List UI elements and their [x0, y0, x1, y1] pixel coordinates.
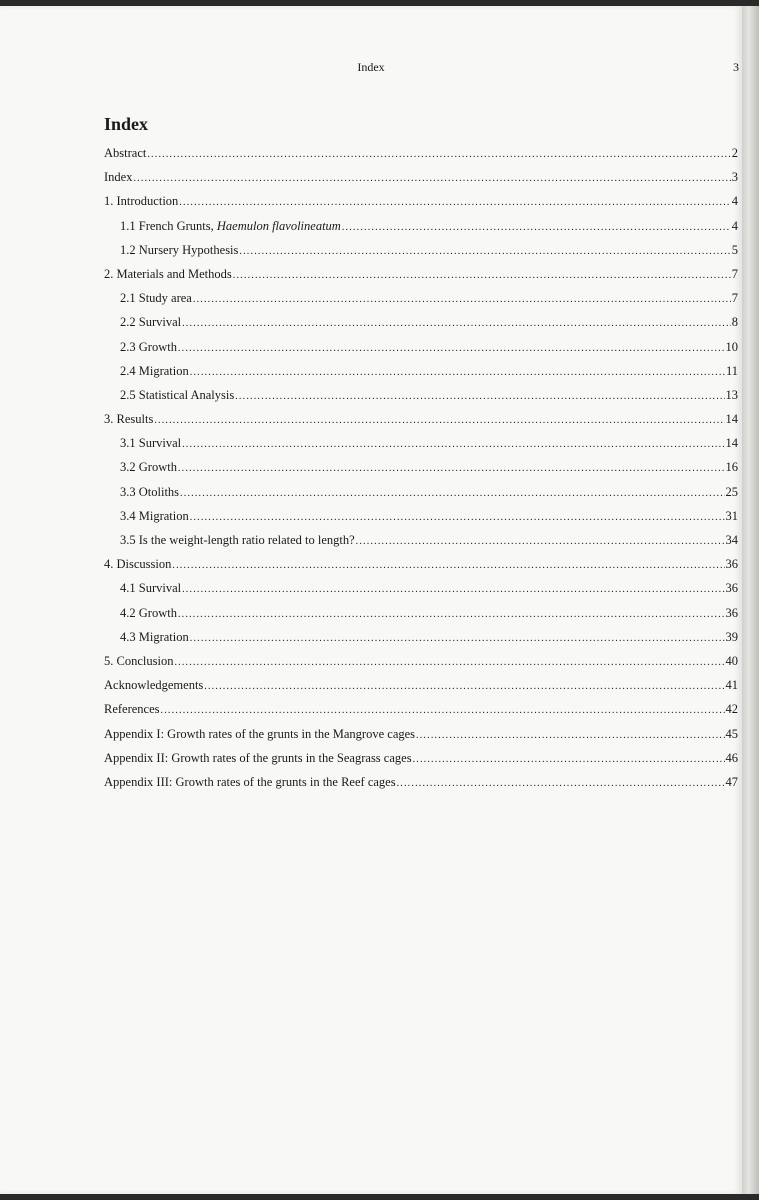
- toc-entry-label: [120, 531, 355, 549]
- toc-entry-page: 40: [725, 653, 738, 668]
- toc-dot-leader: [154, 412, 724, 430]
- toc-entry-label-text: 1.1 French Grunts,: [120, 218, 217, 233]
- toc-entry[interactable]: [104, 458, 738, 482]
- toc-dot-leader: [190, 509, 725, 527]
- toc-entry-page: 47: [725, 774, 738, 789]
- toc-entry-label-text: 2.1 Study area: [120, 291, 192, 306]
- document-page: [0, 6, 742, 1194]
- toc-entry-label: [120, 338, 177, 356]
- toc-entry[interactable]: [104, 483, 738, 507]
- toc-entry-label: [120, 386, 234, 404]
- toc-entry-label: [120, 628, 189, 646]
- toc-dot-leader: [397, 775, 725, 793]
- toc-entry-page: 10: [725, 339, 738, 354]
- toc-entry-page: 36: [725, 581, 738, 596]
- toc-entry-page: 39: [725, 629, 738, 644]
- toc-entry-label: [120, 313, 181, 331]
- toc-entry-label-text: Acknowledgements: [104, 678, 204, 693]
- toc-entry-page: 4: [731, 194, 738, 209]
- toc-entry[interactable]: [104, 217, 738, 241]
- toc-dot-leader: [413, 751, 725, 769]
- toc-entry[interactable]: [104, 241, 738, 265]
- toc-entry-label: [120, 483, 179, 501]
- toc-entry-page: 13: [725, 387, 738, 402]
- toc-entry-label: [104, 749, 412, 767]
- toc-entry-label-text: 1. Introduction: [104, 194, 179, 209]
- toc-entry-page: 4: [731, 218, 738, 233]
- toc-dot-leader: [193, 291, 731, 309]
- toc-entry-label-text: 4.3 Migration: [120, 629, 189, 644]
- toc-entry-label: [120, 217, 341, 235]
- toc-entry-label-text: 2. Materials and Methods: [104, 266, 232, 281]
- toc-entry-label: [120, 289, 192, 307]
- toc-entry-label: [104, 192, 178, 210]
- toc-entry-page: 31: [725, 508, 738, 523]
- toc-entry[interactable]: [104, 652, 738, 676]
- toc-entry-label-text: 2.4 Migration: [120, 363, 189, 378]
- toc-dot-leader: [161, 702, 725, 720]
- toc-entry[interactable]: [104, 507, 738, 531]
- toc-entry-label-text: 3.1 Survival: [120, 436, 182, 451]
- toc-entry-page: 14: [725, 436, 738, 451]
- toc-dot-leader: [178, 606, 725, 624]
- toc-dot-leader: [178, 340, 725, 358]
- toc-entry[interactable]: [104, 555, 738, 579]
- toc-dot-leader: [174, 654, 724, 672]
- toc-entry[interactable]: [104, 265, 738, 289]
- toc-entry[interactable]: [104, 386, 738, 410]
- toc-entry-label: [104, 652, 173, 670]
- toc-entry-label-italic: Haemulon flavolineatum: [216, 218, 341, 233]
- toc-dot-leader: [190, 364, 725, 382]
- toc-entry-label-text: 1.2 Nursery Hypothesis: [120, 242, 239, 257]
- toc-entry-label-text: 4.2 Growth: [120, 605, 177, 620]
- toc-entry-page: 46: [725, 750, 738, 765]
- toc-entry-label-text: 2.3 Growth: [120, 339, 177, 354]
- toc-entry-page: 16: [725, 460, 738, 475]
- toc-entry-label: [104, 265, 232, 283]
- toc-dot-leader: [179, 194, 730, 212]
- toc-entry-label: [120, 458, 177, 476]
- toc-entry[interactable]: [104, 338, 738, 362]
- toc-dot-leader: [190, 630, 725, 648]
- toc-entry-label-text: Appendix III: Growth rates of the grunts in the Reef cages: [104, 774, 396, 789]
- toc-dot-leader: [178, 460, 725, 478]
- toc-entry-label-text: 5. Conclusion: [104, 653, 174, 668]
- page-edge: [742, 6, 759, 1194]
- toc-entry-label-text: References: [104, 702, 160, 717]
- toc-entry-label-text: 3.5 Is the weight-length ratio related to length?: [120, 533, 355, 547]
- toc-entry-page: 34: [725, 533, 738, 547]
- toc-entry[interactable]: [104, 579, 738, 603]
- toc-entry-label: [120, 507, 189, 525]
- toc-entry-page: 36: [725, 557, 738, 572]
- toc-dot-leader: [182, 581, 724, 599]
- toc-entry-label: [104, 700, 160, 718]
- toc-entry[interactable]: [104, 531, 738, 555]
- toc-entry[interactable]: [104, 676, 738, 700]
- toc-entry-label-text: Abstract: [104, 146, 147, 160]
- toc-dot-leader: [356, 533, 725, 551]
- toc-entry-label: [120, 241, 238, 259]
- toc-entry[interactable]: [104, 410, 738, 434]
- toc-dot-leader: [233, 267, 731, 285]
- toc-entry-label-text: 4.1 Survival: [120, 581, 182, 596]
- page-heading: Index: [104, 114, 149, 134]
- toc-entry-label: [120, 604, 177, 622]
- toc-entry-page: 8: [731, 315, 738, 330]
- toc-entry-label-text: Appendix I: Growth rates of the grunts in the Mangrove cages: [104, 726, 416, 741]
- toc-entry-label-text: 3.3 Otoliths: [120, 484, 180, 499]
- toc-entry-label-text: Appendix II: Growth rates of the grunts in the Seagrass cages: [104, 750, 412, 765]
- toc-entry-page: 11: [725, 363, 738, 378]
- toc-entry[interactable]: [104, 749, 738, 773]
- toc-entry-label: [104, 676, 203, 694]
- toc-entry-label-text: 3.2 Growth: [120, 460, 177, 475]
- page-number: 3: [733, 60, 739, 74]
- toc-entry-label: [104, 555, 171, 573]
- toc-entry-page: 36: [725, 605, 738, 620]
- toc-entry-page: 2: [731, 146, 738, 160]
- toc-dot-leader: [235, 388, 724, 406]
- toc-entry-label-text: Index: [104, 170, 133, 185]
- toc-entry-page: 42: [725, 702, 738, 717]
- toc-entry[interactable]: [104, 628, 738, 652]
- toc-entry-label-text: 3.4 Migration: [120, 508, 189, 523]
- toc-entry-label: [104, 725, 415, 743]
- toc-entry[interactable]: [104, 362, 738, 386]
- toc-entry[interactable]: [104, 604, 738, 628]
- toc-entry[interactable]: [104, 773, 738, 797]
- toc-entry-page: 3: [731, 170, 738, 185]
- toc-dot-leader: [182, 436, 724, 454]
- toc-entry-label-text: 4. Discussion: [104, 557, 172, 572]
- toc-dot-leader: [133, 170, 730, 188]
- toc-entry[interactable]: [104, 168, 738, 192]
- toc-entry-label-text: 2.2 Survival: [120, 315, 182, 330]
- toc-entry[interactable]: [104, 700, 738, 724]
- toc-entry-label: [104, 410, 153, 428]
- toc-entry-page: 45: [725, 726, 738, 741]
- toc-entry-page: 41: [725, 678, 738, 693]
- toc-dot-leader: [180, 485, 724, 503]
- toc-entry-label: [120, 362, 189, 380]
- toc-entry-label: [120, 434, 181, 452]
- toc-entry-label: [104, 168, 132, 186]
- toc-entry-label: [104, 773, 396, 791]
- toc-entry-page: 25: [725, 484, 738, 499]
- toc-entry[interactable]: [104, 192, 738, 216]
- toc-entry-label: [120, 579, 181, 597]
- toc-entry-page: 14: [725, 412, 738, 427]
- toc-dot-leader: [172, 557, 724, 575]
- toc-dot-leader: [147, 146, 730, 164]
- toc-entry[interactable]: [104, 289, 738, 313]
- toc-entry[interactable]: [104, 725, 738, 749]
- toc-entry-label: [104, 144, 146, 162]
- toc-entry[interactable]: [104, 144, 738, 168]
- table-of-contents: [104, 144, 738, 797]
- toc-dot-leader: [416, 727, 724, 745]
- toc-dot-leader: [239, 243, 730, 261]
- toc-entry[interactable]: [104, 313, 738, 337]
- toc-entry-page: 5: [731, 242, 738, 257]
- running-header-title: Index: [357, 60, 385, 74]
- toc-entry-label-text: 2.5 Statistical Analysis: [120, 387, 235, 402]
- toc-dot-leader: [182, 315, 731, 333]
- toc-entry-page: 7: [731, 291, 738, 306]
- toc-dot-leader: [204, 678, 724, 696]
- toc-entry[interactable]: [104, 434, 738, 458]
- toc-entry-page: 7: [731, 266, 738, 281]
- toc-dot-leader: [342, 219, 731, 237]
- toc-entry-label-text: 3. Results: [104, 412, 154, 427]
